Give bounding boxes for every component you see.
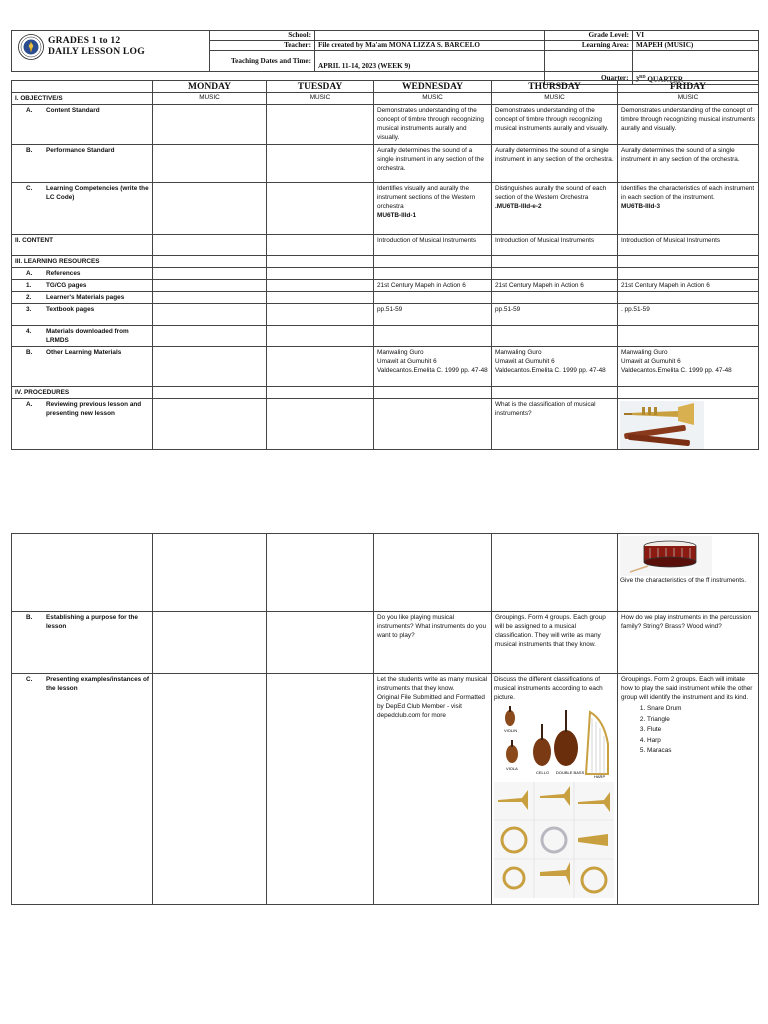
performance-standard-wed: Aurally determines the sound of a single instrument in any section of the orchestra. xyxy=(374,145,492,183)
string-instruments-image xyxy=(494,704,614,780)
references-row xyxy=(12,268,759,280)
reviewing-row xyxy=(12,399,759,450)
textbook-label: 3. Textbook pages xyxy=(12,304,153,326)
teacher-value: File created by Ma'am MONA LIZZA S. BARCELO xyxy=(315,41,545,51)
subject-row xyxy=(12,93,759,105)
viola-caption: VIOLA xyxy=(506,766,518,771)
snare-drum-image xyxy=(620,536,712,576)
double-bass-caption: DOUBLE BASS xyxy=(556,770,585,775)
list-item: 1. Snare Drum xyxy=(647,704,755,715)
section-resources: III. LEARNING RESOURCES xyxy=(12,256,153,268)
teacher-label: Teacher: xyxy=(210,41,315,51)
header-logo-cell xyxy=(12,31,210,72)
lrmds-label: 4. Materials downloaded from LRMDS xyxy=(12,326,153,347)
brass-instruments-grid-image xyxy=(494,782,614,898)
purpose-thu: Groupings. Form 4 groups. Each group will be assigned to a musical classification. They will write as many musical instruments that they know. xyxy=(492,612,618,674)
procedures-row xyxy=(12,387,759,399)
subject-wednesday: MUSIC xyxy=(374,93,492,105)
content-standard-wed: Demonstrates understanding of the concept of timbre through recognizing musical instruments aurally and visually. xyxy=(374,105,492,145)
reviewing-fri xyxy=(618,399,759,450)
textbook-fri: . pp.51-59 xyxy=(618,304,759,326)
other-materials-fri: Manwaling Guro Umawit at Gumuhit 6 Valdecantos.Emelita C. 1999 pp. 47-48 xyxy=(618,347,759,387)
subject-tuesday: MUSIC xyxy=(267,93,374,105)
school-label: School: xyxy=(210,31,315,41)
performance-standard-fri: Aurally determines the sound of a single instrument in any section of the orchestra. xyxy=(618,145,759,183)
lesson-log-table-continued xyxy=(11,533,759,905)
corner-cell xyxy=(12,81,153,93)
other-materials-label: B. Other Learning Materials xyxy=(12,347,153,387)
content-standard-thu: Demonstrates understanding of the concept of timbre through recognizing musical instruments aurally and visually. xyxy=(492,105,618,145)
subject-monday: MUSIC xyxy=(153,93,267,105)
school-value xyxy=(315,31,545,41)
list-item: 3. Flute xyxy=(647,725,755,736)
other-materials-row xyxy=(12,347,759,387)
quarter-value: 3RD QUARTER xyxy=(632,72,758,85)
reviewing-continued-text: Give the characteristics of the ff instruments. xyxy=(620,577,746,584)
content-standard-fri: Demonstrates understanding of the concept of timbre through recognizing musical instruments aurally and visually. xyxy=(618,105,759,145)
competencies-wed: Identifies visually and aurally the instrument sections of the Western orchestra MU6TB-IIId-1 xyxy=(374,183,492,235)
lesson-log-table xyxy=(11,80,759,450)
textbook-row xyxy=(12,304,759,326)
presenting-fri: Groupings. Form 2 groups. Each will imitate how to play the said instrument while the other group will identify the instrument and its kind. 1. Snare Drum 2. Triangle 3. Flute 4. Harp 5. Maracas xyxy=(618,674,759,905)
day-header-row xyxy=(12,81,759,93)
log-title xyxy=(48,35,145,57)
textbook-wed: pp.51-59 xyxy=(374,304,492,326)
purpose-label: B. Establishing a purpose for the lesson xyxy=(12,612,153,674)
tg-pages-fri: 21st Century Mapeh in Action 6 xyxy=(618,280,759,292)
subject-friday: MUSIC xyxy=(618,93,759,105)
competencies-thu: Distinguishes aurally the sound of each section of the Western Orchestra .MU6TB-IIId-e-2 xyxy=(492,183,618,235)
violin-caption: VIOLIN xyxy=(504,728,518,733)
presenting-thu: Discuss the different classifications of musical instruments according to each picture. VIOLIN VIOLA CELLO DOUBLE BASS HARP xyxy=(492,674,618,905)
subject-thursday: MUSIC xyxy=(492,93,618,105)
tg-pages-thu: 21st Century Mapeh in Action 6 xyxy=(492,280,618,292)
trumpet-and-claves-image xyxy=(620,401,704,449)
lm-pages-label: 2. Learner's Materials pages xyxy=(12,292,153,304)
blank-value-cell xyxy=(633,51,759,72)
presenting-wed: Let the students write as many musical instruments that they know. Original File Submitted and Formatted by DepEd Club Member - visit depedclub.com for more xyxy=(374,674,492,905)
grade-label: Grade Level: xyxy=(545,31,633,41)
day-tuesday: TUESDAY xyxy=(267,81,374,93)
other-materials-wed: Manwaling Guro Umawit at Gumuhit 6 Valdecantos.Emelita C. 1999 pp. 47-48 xyxy=(374,347,492,387)
reviewing-thu: What is the classification of musical instruments? xyxy=(492,399,618,450)
competencies-label: C. Learning Competencies (write the LC Code) xyxy=(12,183,153,235)
reviewing-continued-fri xyxy=(618,534,759,612)
competencies-fri: Identifies the characteristics of each instrument in each section of the instrument. MU6TB-IIId-3 xyxy=(618,183,759,235)
grade-value: VI xyxy=(633,31,759,41)
section-objectives: I. OBJECTIVE/S xyxy=(12,93,153,105)
title-line-2: DAILY LESSON LOG xyxy=(48,46,145,57)
resources-row xyxy=(12,256,759,268)
performance-standard-row xyxy=(12,145,759,183)
harp-caption: HARP xyxy=(594,774,606,779)
references-label: A. References xyxy=(12,268,153,280)
day-friday: FRIDAY xyxy=(618,81,759,93)
content-wed: Introduction of Musical Instruments xyxy=(374,235,492,256)
performance-standard-thu: Aurally determines the sound of a single instrument in any section of the orchestra. xyxy=(492,145,618,183)
area-value: MAPEH (MUSIC) xyxy=(633,41,759,51)
list-item: 2. Triangle xyxy=(647,715,755,726)
dates-value: APRIL 11-14, 2023 (WEEK 9) xyxy=(315,51,545,72)
reviewing-label: A. Reviewing previous lesson and presenting new lesson xyxy=(12,399,153,450)
content-fri: Introduction of Musical Instruments xyxy=(618,235,759,256)
deped-seal-icon xyxy=(18,34,44,60)
title-line-1: GRADES 1 to 12 xyxy=(48,35,121,46)
list-item: 5. Maracas xyxy=(647,746,755,757)
area-label: Learning Area: xyxy=(545,41,633,51)
content-thu: Introduction of Musical Instruments xyxy=(492,235,618,256)
list-item: 4. Harp xyxy=(647,736,755,747)
competencies-row xyxy=(12,183,759,235)
presenting-row xyxy=(12,674,759,905)
quarter-label: Quarter: xyxy=(544,72,632,85)
blank-label-cell xyxy=(545,51,633,72)
presenting-label: C. Presenting examples/instances of the lesson xyxy=(12,674,153,905)
lrmds-row xyxy=(12,326,759,347)
section-content: II. CONTENT xyxy=(12,235,153,256)
section-procedures: IV. PROCEDURES xyxy=(12,387,153,399)
lm-pages-row xyxy=(12,292,759,304)
purpose-wed: Do you like playing musical instruments? What instruments do you want to play? xyxy=(374,612,492,674)
reviewing-continued-row xyxy=(12,534,759,612)
performance-standard-label: B. Performance Standard xyxy=(12,145,153,183)
instrument-list xyxy=(621,704,755,757)
other-materials-thu: Manwaling Guro Umawit at Gumuhit 6 Valdecantos.Emelita C. 1999 pp. 47-48 xyxy=(492,347,618,387)
dates-label: Teaching Dates and Time: xyxy=(210,51,315,72)
purpose-row xyxy=(12,612,759,674)
tg-pages-wed: 21st Century Mapeh in Action 6 xyxy=(374,280,492,292)
content-standard-row xyxy=(12,105,759,145)
day-wednesday: WEDNESDAY xyxy=(374,81,492,93)
header-table xyxy=(11,30,759,72)
tg-pages-label: 1. TG/CG pages xyxy=(12,280,153,292)
textbook-thu: pp.51-59 xyxy=(492,304,618,326)
day-monday: MONDAY xyxy=(153,81,267,93)
purpose-fri: How do we play instruments in the percussion family? String? Brass? Wood wind? xyxy=(618,612,759,674)
cello-caption: CELLO xyxy=(536,770,550,775)
content-standard-label: A. Content Standard xyxy=(12,105,153,145)
content-row xyxy=(12,235,759,256)
day-thursday: THURSDAY xyxy=(492,81,618,93)
tg-pages-row xyxy=(12,280,759,292)
